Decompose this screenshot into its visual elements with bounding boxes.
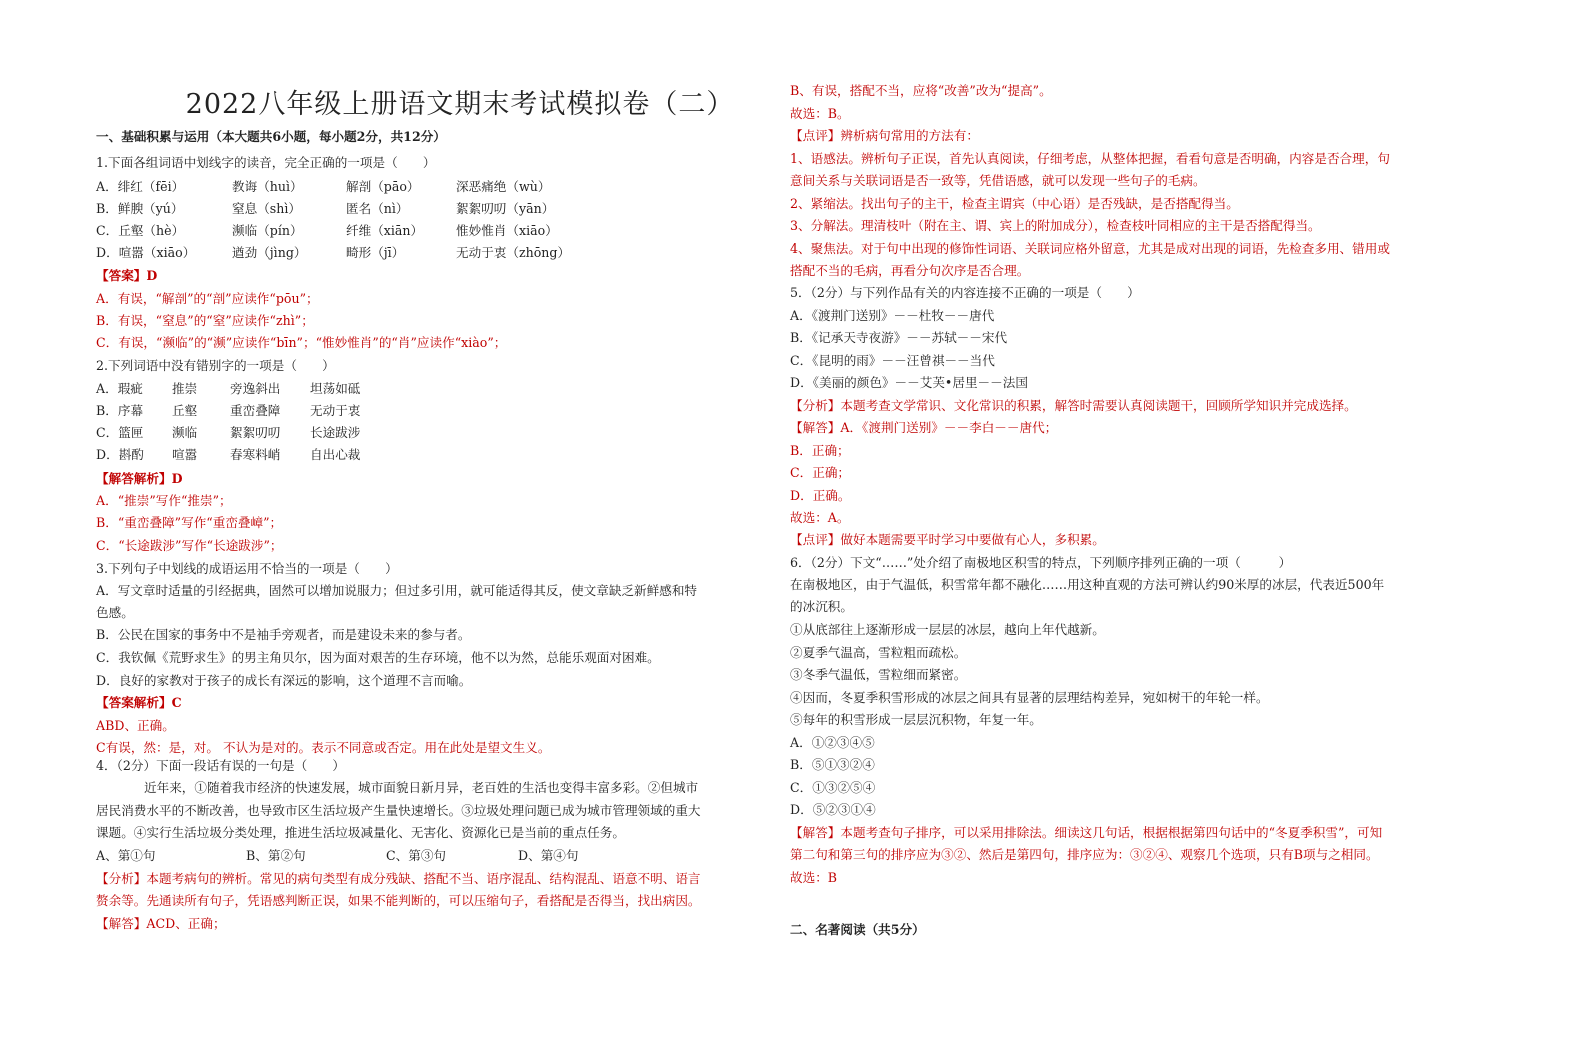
right-line-7: 3、分解法。理清枝叶（附在主、谓、宾上的附加成分），检查枝叶同相应的主干是否搭配得当。	[790, 218, 1321, 233]
q4-analysis-line2: 赘余等。先通读所有句子，凭语感判断正误，如果不能判断的，可以压缩句子，看搭配是否得当，找出病因。	[96, 893, 701, 908]
q6-item-4: ④因而，冬夏季积雪形成的冰层之间具有显著的层理结构差异，宛如树干的年轮一样。	[790, 690, 1269, 705]
q6-passage-line1: 在南极地区，由于气温低，积雪常年都不融化……用这种直观的方法可辨认约90米厚的冰层，代表近500年	[790, 577, 1385, 592]
q6-solution-line2: 第二句和第三句的排序应为③②、然后是第四句，排序应为：③②④、观察几个选项，只有B项与之相同。	[790, 847, 1379, 862]
q1-stem: 1.下面各组词语中划线字的读音，完全正确的一项是（ ）	[96, 155, 436, 170]
right-line-9: 搭配不当的毛病，再看分句次序是否合理。	[790, 263, 1030, 278]
q4-solution: 【解答】ACD、正确；	[96, 916, 226, 931]
right-line-3: 【点评】辨析病句常用的方法有：	[790, 128, 979, 143]
right-line-2: 故选：B。	[790, 106, 850, 121]
q6-option-a: A．①②③④⑤	[790, 735, 875, 750]
q2-stem: 2.下列词语中没有错别字的一项是（ ）	[96, 358, 335, 373]
q4-stem: 4．（2分）下面一段话有误的一句是（ ）	[96, 758, 346, 773]
q3-answer: 【答案解析】C	[96, 695, 182, 710]
q2-note-b: B．“重峦叠障”写作“重峦叠嶂”；	[96, 515, 283, 530]
q2-answer: 【解答解析】D	[96, 471, 183, 486]
q3-stem: 3.下列句子中划线的成语运用不恰当的一项是（ ）	[96, 561, 398, 576]
q5-note-c: C．正确；	[790, 465, 851, 480]
q3-option-a-line1: A．写文章时适量的引经据典，固然可以增加说服力；但过多引用，就可能适得其反，使文章缺乏新鲜感和特	[96, 583, 698, 598]
q5-solution: 【解答】A．《渡荆门送别》－－李白－－唐代；	[790, 420, 1058, 435]
q4-analysis-line1: 【分析】本题考病句的辨析。常见的病句类型有成分残缺、搭配不当、语序混乱、结构混乱、语意不明、语言	[96, 871, 701, 886]
q5-comment: 【点评】做好本题需要平时学习中要做有心人，多积累。	[790, 532, 1105, 547]
q5-option-c: C．《昆明的雨》－－汪曾祺－－当代	[790, 353, 995, 368]
q5-note-d: D．正确。	[790, 488, 851, 503]
section1-heading: 一、基础积累与运用（本大题共6小题，每小题2分，共12分）	[96, 129, 446, 144]
q4-passage-line1: 近年来，①随着我市经济的快速发展，城市面貌日新月异，老百姓的生活也变得丰富多彩。②但城市	[144, 780, 699, 795]
q6-stem: 6．（2分）下文“……”处介绍了南极地区积雪的特点，下列顺序排列正确的一项（ ）	[790, 555, 1292, 570]
q6-option-d: D．⑤②③①④	[790, 802, 876, 817]
q6-solution-line1: 【解答】本题考查句子排序，可以采用排除法。细读这几句话，根据根据第四句话中的“冬夏季积雪”，可知	[790, 825, 1383, 840]
right-line-4: 1、语感法。辨析句子正误，首先认真阅读，仔细考虑，从整体把握，看看句意是否明确，内容是否合理，句	[790, 151, 1390, 166]
q5-choose: 故选：A。	[790, 510, 850, 525]
q4-passage-line3: 课题。④实行生活垃圾分类处理，推进生活垃圾减量化、无害化、资源化已是当前的重点任务。	[96, 825, 625, 840]
q5-note-b: B．正确；	[790, 443, 850, 458]
q3-option-a-line2: 色感。	[96, 605, 134, 620]
q4-passage-line2: 居民消费水平的不断改善，也导致市区生活垃圾产生量快速增长。③垃圾处理问题已成为城市管理领域的重大	[96, 803, 701, 818]
q1-note-c: C．有误，“濒临”的“濒”应读作“bīn”；“惟妙惟肖”的“肖”应读作“xiào”；	[96, 335, 507, 350]
right-line-1: B、有误，搭配不当，应将“改善”改为“提高”。	[790, 83, 1052, 98]
q6-item-2: ②夏季气温高，雪粒粗而疏松。	[790, 645, 967, 660]
right-line-8: 4、聚焦法。对于句中出现的修饰性词语、关联词应格外留意，尤其是成对出现的词语，先检查多用、错用或	[790, 241, 1390, 256]
q3-note-1: ABD、正确。	[96, 718, 175, 733]
q3-option-b: B．公民在国家的事务中不是袖手旁观者，而是建设未来的参与者。	[96, 627, 471, 642]
q5-option-d: D．《美丽的颜色》－－艾芙•居里－－法国	[790, 375, 1028, 390]
q5-analysis: 【分析】本题考查文学常识、文化常识的积累，解答时需要认真阅读题干，回顾所学知识并完成选择。	[790, 398, 1357, 413]
q2-note-a: A．“推崇”写作“推崇”；	[96, 493, 232, 508]
q5-option-a: A．《渡荆门送别》－－杜牧－－唐代	[790, 308, 995, 323]
q6-option-c: C．①③②⑤④	[790, 780, 876, 795]
q5-stem: 5．（2分）与下列作品有关的内容连接不正确的一项是（ ）	[790, 285, 1140, 300]
q3-note-2: C有误，然：是，对。 不认为是对的。表示不同意或否定。用在此处是望文生义。	[96, 740, 551, 755]
q6-item-3: ③冬季气温低，雪粒细而紧密。	[790, 667, 967, 682]
q1-answer: 【答案】D	[96, 268, 158, 283]
q2-note-c: C．“长途跋涉”写作“长途跋涉”；	[96, 538, 283, 553]
right-line-6: 2、紧缩法。找出句子的主干，检查主谓宾（中心语）是否残缺，是否搭配得当。	[790, 196, 1239, 211]
q6-option-b: B．⑤①③②④	[790, 757, 875, 772]
q6-item-5: ⑤每年的积雪形成一层层沉积物，年复一年。	[790, 712, 1042, 727]
q1-note-b: B．有误，“窒息”的“窒”应读作“zhì”；	[96, 313, 314, 328]
q5-option-b: B．《记承天寺夜游》－－苏轼－－宋代	[790, 330, 1008, 345]
q6-choose: 故选：B	[790, 870, 838, 885]
q6-passage-line2: 的冰沉积。	[790, 599, 853, 614]
section2-heading: 二、名著阅读（共5分）	[790, 922, 925, 937]
page-title: 2022八年级上册语文期末考试模拟卷（二）	[185, 89, 735, 120]
q3-option-d: D．良好的家教对于孩子的成长有深远的影响，这个道理不言而喻。	[96, 673, 472, 688]
q3-option-c: C．我钦佩《荒野求生》的男主角贝尔，因为面对艰苦的生存环境，他不以为然，总能乐观面对困难。	[96, 650, 660, 665]
right-line-5: 意间关系与关联词语是否一致等，凭借语感，就可以发现一些句子的毛病。	[790, 173, 1206, 188]
q1-note-a: A．有误，“解剖”的“剖”应读作“pōu”；	[96, 291, 319, 306]
q6-item-1: ①从底部往上逐渐形成一层层的冰层，越向上年代越新。	[790, 622, 1105, 637]
